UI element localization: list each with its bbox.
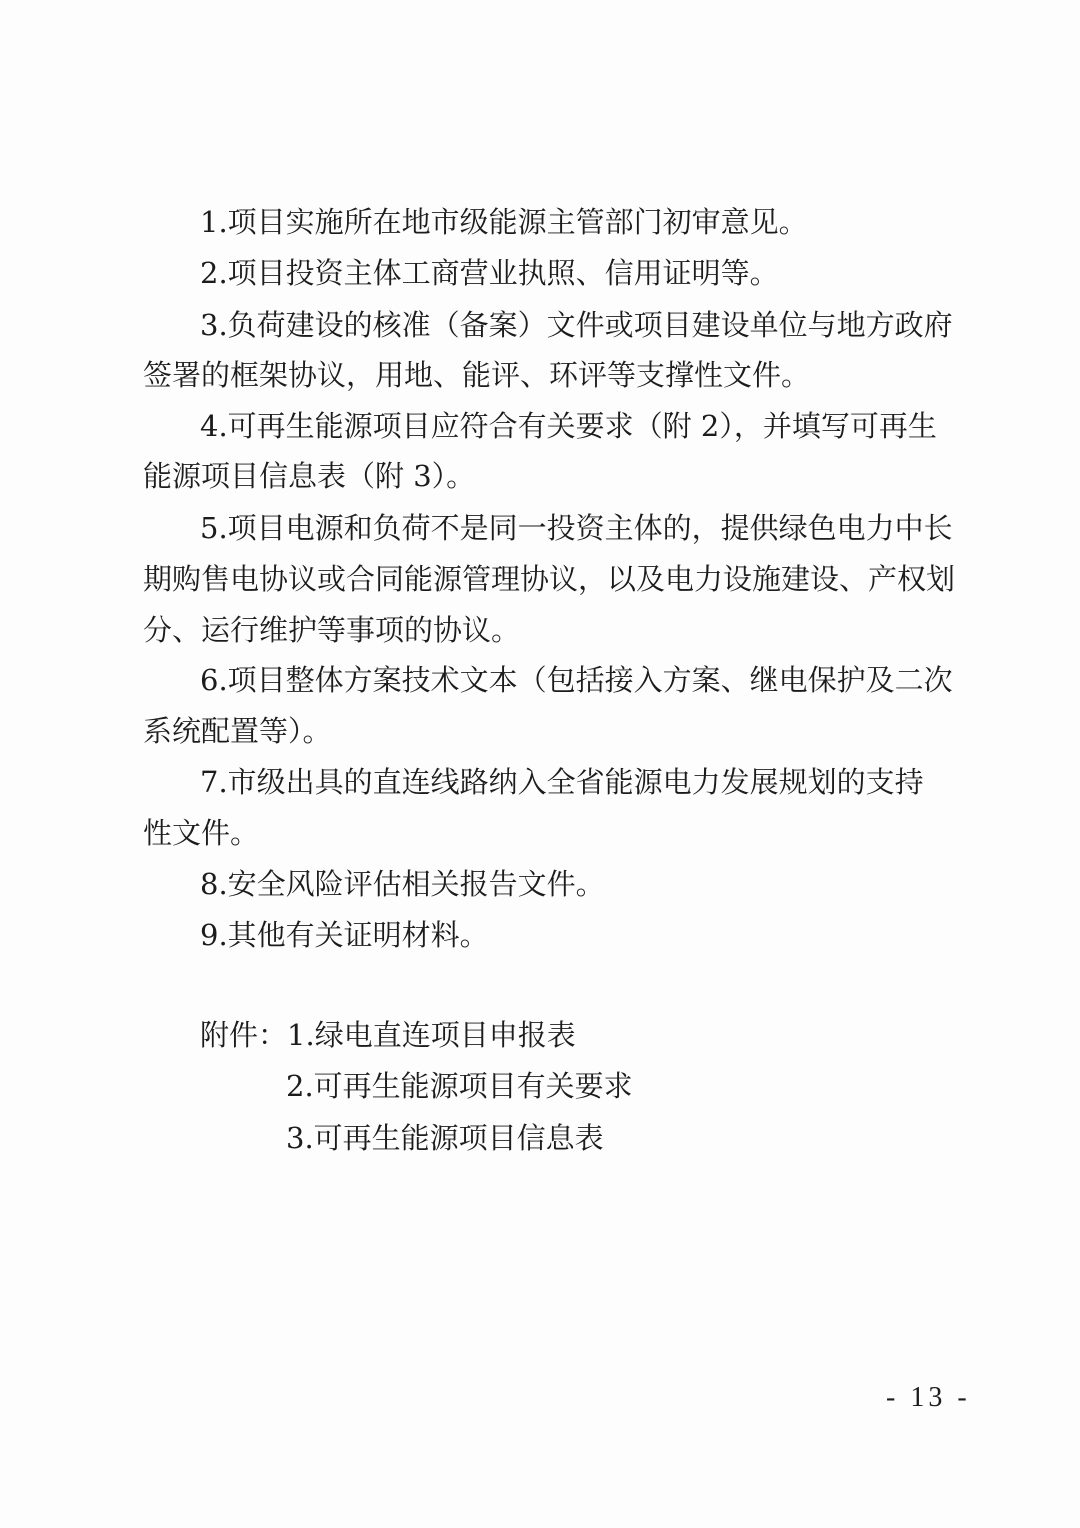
item-1-line-1: [200, 202, 808, 242]
item-5-line-2: 期购售电协议或合同能源管理协议，以及电力设施建设、产权划: [143, 562, 956, 596]
attachments-label: 附件：: [200, 1018, 288, 1052]
attachment-2: [286, 1066, 633, 1106]
attachment-2-title: 可再生能源项目有关要求: [313, 1069, 633, 1103]
item-8-line-1: [200, 864, 605, 904]
item-5-number: 5.: [200, 511, 228, 545]
attachment-2-number: 2.: [286, 1069, 314, 1103]
item-4-text-1: 可再生能源项目应符合有关要求（附 2），并填写可再生: [227, 409, 937, 443]
item-4-number: 4.: [200, 409, 228, 443]
item-5-line-1: [200, 508, 953, 548]
attachment-3-number: 3.: [286, 1121, 314, 1155]
item-7-line-1: [200, 762, 924, 802]
attachment-1-number: 1.: [287, 1018, 315, 1052]
item-3-text-1: 负荷建设的核准（备案）文件或项目建设单位与地方政府: [227, 308, 953, 342]
item-7-line-2: 性文件。: [143, 816, 260, 850]
item-2-line-1: [200, 253, 779, 293]
item-2-number: 2.: [200, 256, 228, 290]
item-7-text-1: 市级出具的直连线路纳入全省能源电力发展规划的支持: [227, 765, 924, 799]
item-8-number: 8.: [200, 867, 228, 901]
item-1-number: 1.: [200, 205, 228, 239]
item-7-number: 7.: [200, 765, 228, 799]
item-3-line-2: 签署的框架协议，用地、能评、环评等支撑性文件。: [143, 358, 811, 392]
item-6-line-1: [200, 660, 953, 700]
item-9-number: 9.: [200, 918, 228, 952]
item-8-text: 安全风险评估相关报告文件。: [227, 867, 605, 901]
item-6-number: 6.: [200, 663, 228, 697]
item-3-line-1: [200, 305, 953, 345]
page-number: - 13 -: [886, 1382, 971, 1413]
item-6-text-1: 项目整体方案技术文本（包括接入方案、继电保护及二次: [227, 663, 953, 697]
item-9-line-1: [200, 915, 489, 955]
attachment-1: [200, 1015, 576, 1055]
attachment-1-title: 绿电直连项目申报表: [314, 1018, 576, 1052]
item-9-text: 其他有关证明材料。: [227, 918, 489, 952]
item-4-line-1: [200, 406, 937, 446]
item-5-line-3: 分、运行维护等事项的协议。: [143, 613, 521, 647]
item-4-line-2: 能源项目信息表（附 3）。: [143, 459, 476, 493]
item-5-text-1: 项目电源和负荷不是同一投资主体的，提供绿色电力中长: [227, 511, 953, 545]
attachment-3: [286, 1118, 604, 1158]
item-1-text: 项目实施所在地市级能源主管部门初审意见。: [227, 205, 808, 239]
attachment-3-title: 可再生能源项目信息表: [313, 1121, 604, 1155]
item-6-line-2: 系统配置等）。: [143, 714, 332, 748]
item-3-number: 3.: [200, 308, 228, 342]
item-2-text: 项目投资主体工商营业执照、信用证明等。: [227, 256, 779, 290]
